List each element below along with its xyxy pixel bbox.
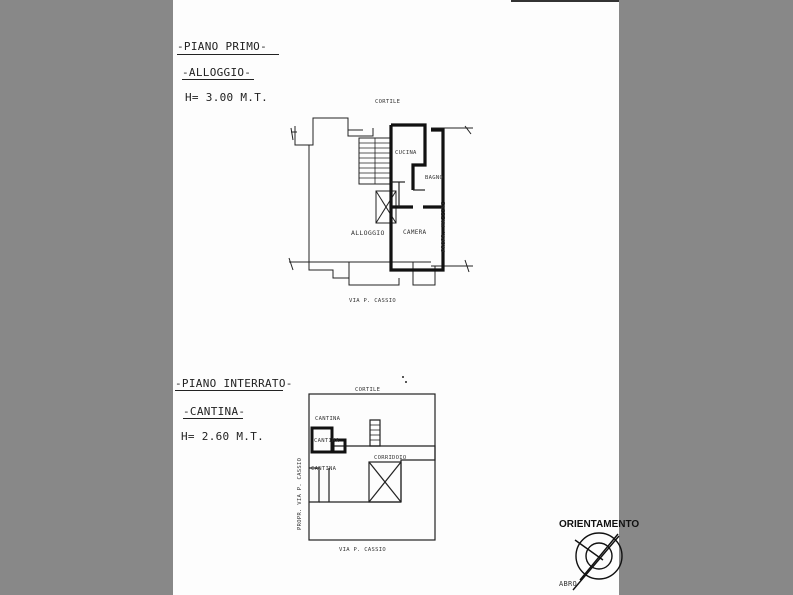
basement-height: H= 2.60 M.T. xyxy=(181,430,265,443)
first-floor-unit: -ALLOGGIO- xyxy=(182,66,252,79)
compass-sub-label: ABRO xyxy=(559,580,578,588)
label-camera: CAMERA xyxy=(403,229,427,236)
label-cantina-a: CANTINA xyxy=(315,416,341,422)
compass-icon xyxy=(173,0,619,595)
orientation-label: ORIENTAMENTO xyxy=(559,519,640,530)
label-corridoio: CORRIDOIO xyxy=(374,455,407,461)
label-cucina: CUCINA xyxy=(395,150,417,156)
label-side-owner: PROPR. MAZZINI xyxy=(441,201,447,252)
label-cortile: CORTILE xyxy=(375,99,401,105)
label-side-owner: PROPR. VIA P. CASSIO xyxy=(297,457,303,530)
basement-unit: -CANTINA- xyxy=(183,405,246,418)
basement-title: -PIANO INTERRATO- xyxy=(175,377,293,390)
label-bagno: BAGNO xyxy=(425,175,444,181)
label-street: VIA P. CASSIO xyxy=(349,298,396,304)
label-cantina-b: CANTINA xyxy=(314,438,340,444)
scanned-sheet xyxy=(173,0,640,595)
first-floor-title: -PIANO PRIMO- xyxy=(177,40,267,53)
label-street: VIA P. CASSIO xyxy=(339,547,386,553)
label-alloggio: ALLOGGIO xyxy=(351,229,385,237)
label-cantina-c: CANTINA xyxy=(311,466,337,472)
label-cortile: CORTILE xyxy=(355,387,381,393)
scan-edge xyxy=(511,0,619,2)
first-floor-height: H= 3.00 M.T. xyxy=(185,91,269,104)
